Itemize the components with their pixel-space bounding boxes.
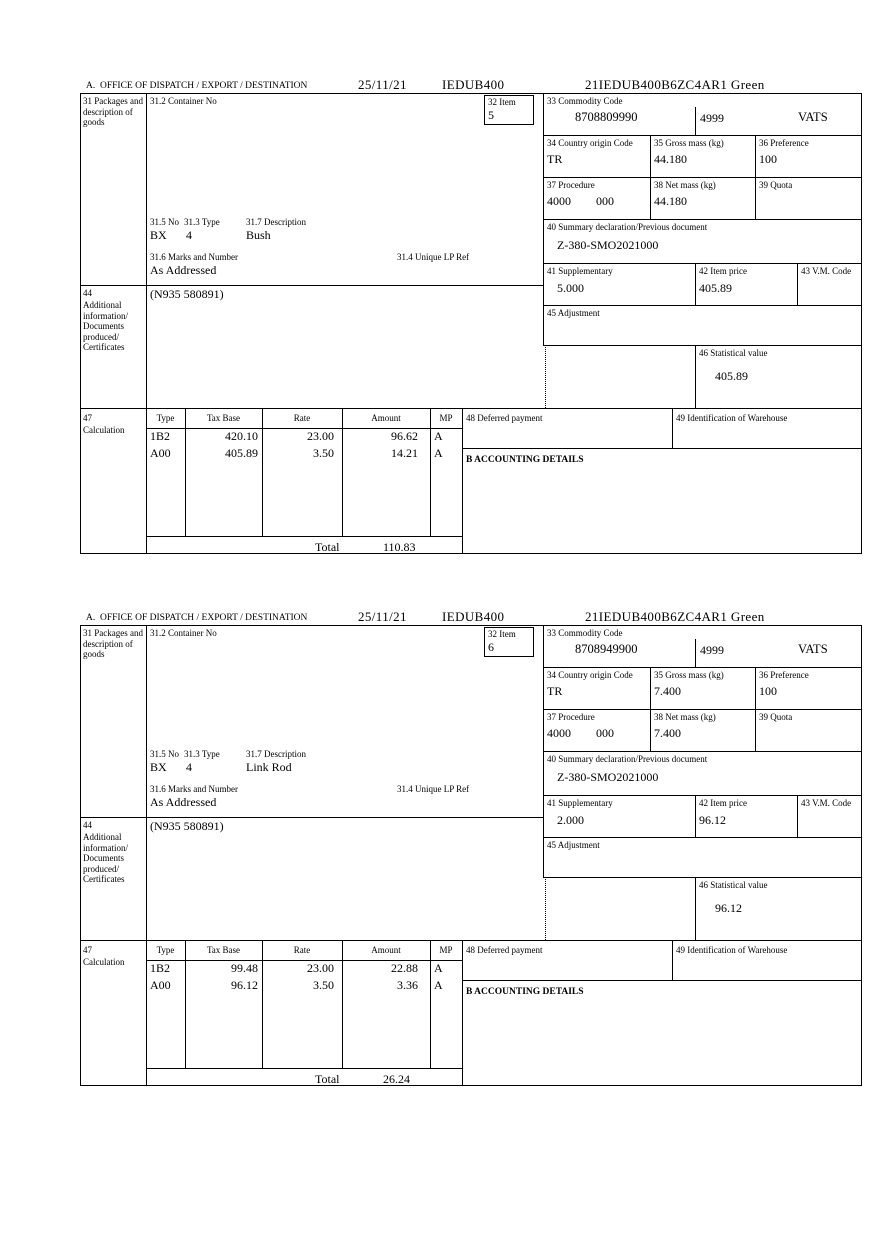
grid-line — [695, 877, 696, 940]
summary-declaration-label: 40 Summary declaration/Previous document — [547, 754, 708, 764]
total-label: Total — [315, 1072, 340, 1086]
gross-mass-label: 35 Gross mass (kg) — [654, 138, 724, 148]
commodity-code-label: 33 Commodity Code — [547, 628, 623, 638]
preference-label: 36 Preference — [759, 138, 809, 148]
grid-line — [543, 135, 862, 136]
office-of-dispatch-label: A. OFFICE OF DISPATCH / EXPORT / DESTINATION — [86, 81, 308, 91]
packages-no-value: BX — [150, 228, 167, 242]
total-value: 26.24 — [383, 1072, 410, 1086]
declaration-item-section-2 — [80, 608, 863, 1087]
packages-type-label: 31.3 Type — [184, 217, 220, 227]
form-outline — [80, 93, 862, 554]
box47-label: Calculation — [83, 957, 125, 967]
packages-no-label: 31.5 No — [150, 749, 179, 759]
procedure-value-1: 4000 — [547, 726, 571, 740]
deferred-payment-label: 48 Deferred payment — [466, 413, 543, 423]
calc-row-taxbase: 99.48 — [231, 961, 258, 975]
commodity-code3-value: VATS — [798, 110, 828, 124]
country-origin-label: 34 Country origin Code — [547, 138, 633, 148]
adjustment-label: 45 Adjustment — [547, 840, 600, 850]
quota-label: 39 Quota — [759, 712, 793, 722]
office-code: IEDUB400 — [442, 609, 505, 624]
packages-type-label: 31.3 Type — [184, 749, 220, 759]
summary-declaration-label: 40 Summary declaration/Previous document — [547, 222, 708, 232]
supplementary-value: 5.000 — [557, 281, 584, 295]
grid-line — [146, 1068, 462, 1069]
calc-row-amount: 96.62 — [391, 429, 418, 443]
packages-no-value: BX — [150, 760, 167, 774]
country-origin-value: TR — [547, 684, 563, 698]
calc-row-rate: 3.50 — [313, 446, 334, 460]
gross-mass-value: 7.400 — [654, 684, 681, 698]
statistical-value: 405.89 — [715, 369, 748, 383]
box44-number: 44 — [83, 288, 92, 298]
calc-header-amount: Amount — [371, 413, 401, 423]
summary-declaration-value: Z-380-SMO2021000 — [557, 238, 659, 252]
packages-type-value: 4 — [186, 228, 192, 242]
packages-description-value: Bush — [246, 228, 271, 242]
item-number-value: 5 — [488, 108, 494, 122]
total-label: Total — [315, 540, 340, 554]
box31-label: 31 Packages and description of goods — [83, 96, 143, 128]
office-of-dispatch-label: A. OFFICE OF DISPATCH / EXPORT / DESTINATION — [86, 613, 308, 623]
grid-line — [543, 345, 862, 346]
preference-label: 36 Preference — [759, 670, 809, 680]
grid-line — [80, 285, 543, 286]
summary-declaration-value: Z-380-SMO2021000 — [557, 770, 659, 784]
deferred-payment-label: 48 Deferred payment — [466, 945, 543, 955]
box47-number: 47 — [83, 945, 92, 955]
grid-line — [672, 408, 673, 448]
statistical-value-label: 46 Statistical value — [699, 880, 768, 890]
calc-header-mp: MP — [439, 945, 453, 955]
country-origin-value: TR — [547, 152, 563, 166]
declaration-date: 25/11/21 — [358, 609, 407, 624]
calc-row-type: 1B2 — [150, 961, 171, 975]
grid-line — [543, 305, 862, 306]
calc-header-type: Type — [156, 413, 175, 423]
warehouse-id-label: 49 Identification of Warehouse — [676, 413, 788, 423]
item-number-value: 6 — [488, 640, 494, 654]
grid-line — [695, 345, 696, 408]
supplementary-label: 41 Supplementary — [547, 798, 613, 808]
grid-line — [146, 536, 462, 537]
accounting-details-label: B ACCOUNTING DETAILS — [466, 455, 584, 465]
accounting-details-label: B ACCOUNTING DETAILS — [466, 987, 584, 997]
commodity-code-label: 33 Commodity Code — [547, 96, 623, 106]
grid-line — [462, 980, 862, 981]
calc-row-mp: A — [434, 429, 443, 443]
grid-line — [80, 940, 862, 941]
calc-row-rate: 3.50 — [313, 978, 334, 992]
statistical-value-label: 46 Statistical value — [699, 348, 768, 358]
commodity-code-value: 8708809990 — [575, 110, 638, 124]
calc-header-taxbase: Tax Base — [206, 413, 241, 423]
grid-line — [462, 448, 862, 449]
gross-mass-value: 44.180 — [654, 152, 687, 166]
calc-row-taxbase: 420.10 — [225, 429, 258, 443]
grid-line — [543, 877, 862, 878]
box44-label: Additional information/ Documents produced/ Certificates — [83, 300, 128, 353]
calc-header-amount: Amount — [371, 945, 401, 955]
calc-row-type: 1B2 — [150, 429, 171, 443]
grid-line — [543, 219, 862, 220]
calc-header-mp: MP — [439, 413, 453, 423]
item-price-label: 42 Item price — [699, 266, 747, 276]
grid-line — [695, 639, 696, 667]
procedure-value-2: 000 — [596, 726, 614, 740]
grid-line — [543, 795, 862, 796]
supplementary-label: 41 Supplementary — [547, 266, 613, 276]
marks-label: 31.6 Marks and Number — [150, 252, 238, 262]
form-outline — [80, 625, 862, 1086]
calc-row-taxbase: 96.12 — [231, 978, 258, 992]
grid-line — [695, 263, 696, 305]
net-mass-label: 38 Net mass (kg) — [654, 180, 716, 190]
grid-line — [543, 751, 862, 752]
grid-line — [80, 817, 543, 818]
warehouse-id-label: 49 Identification of Warehouse — [676, 945, 788, 955]
calc-header-taxbase: Tax Base — [206, 945, 241, 955]
marks-value: As Addressed — [150, 795, 217, 809]
net-mass-label: 38 Net mass (kg) — [654, 712, 716, 722]
container-no-label: 31.2 Container No — [150, 96, 217, 106]
commodity-code2-value: 4999 — [700, 111, 724, 125]
commodity-code-value: 8708949900 — [575, 642, 638, 656]
grid-line-dotted — [545, 877, 546, 940]
grid-line — [543, 837, 862, 838]
movement-reference: 21IEDUB400B6ZC4AR1 Green — [585, 77, 765, 92]
declaration-date: 25/11/21 — [358, 77, 407, 92]
grid-line — [543, 263, 862, 264]
marks-label: 31.6 Marks and Number — [150, 784, 238, 794]
box44-label: Additional information/ Documents produced/ Certificates — [83, 832, 128, 885]
calc-row-rate: 23.00 — [307, 961, 334, 975]
box31-label: 31 Packages and description of goods — [83, 628, 143, 660]
item-number-label: 32 Item — [488, 97, 516, 107]
grid-line — [146, 625, 147, 1086]
calc-row-type: A00 — [150, 446, 171, 460]
commodity-code3-value: VATS — [798, 642, 828, 656]
adjustment-label: 45 Adjustment — [547, 308, 600, 318]
grid-line — [146, 93, 147, 554]
packages-description-value: Link Rod — [246, 760, 292, 774]
box47-label: Calculation — [83, 425, 125, 435]
item-price-label: 42 Item price — [699, 798, 747, 808]
grid-line — [797, 795, 798, 837]
calc-row-taxbase: 405.89 — [225, 446, 258, 460]
grid-line — [543, 667, 862, 668]
grid-line — [695, 107, 696, 135]
grid-line — [80, 408, 862, 409]
packages-type-value: 4 — [186, 760, 192, 774]
statistical-value: 96.12 — [715, 901, 742, 915]
item-price-value: 96.12 — [699, 813, 726, 827]
vm-code-label: 43 V.M. Code — [801, 266, 852, 276]
preference-value: 100 — [759, 152, 777, 166]
calc-header-rate: Rate — [293, 945, 311, 955]
calc-row-mp: A — [434, 961, 443, 975]
grid-line — [695, 795, 696, 837]
procedure-value-2: 000 — [596, 194, 614, 208]
calc-row-amount: 22.88 — [391, 961, 418, 975]
calc-row-type: A00 — [150, 978, 171, 992]
calc-row-rate: 23.00 — [307, 429, 334, 443]
marks-value: As Addressed — [150, 263, 217, 277]
packages-description-label: 31.7 Description — [246, 749, 306, 759]
country-origin-label: 34 Country origin Code — [547, 670, 633, 680]
calc-row-amount: 3.36 — [397, 978, 418, 992]
packages-no-label: 31.5 No — [150, 217, 179, 227]
container-no-label: 31.2 Container No — [150, 628, 217, 638]
quota-label: 39 Quota — [759, 180, 793, 190]
total-value: 110.83 — [383, 540, 416, 554]
item-price-value: 405.89 — [699, 281, 732, 295]
item-number-label: 32 Item — [488, 629, 516, 639]
office-code: IEDUB400 — [442, 77, 505, 92]
calc-row-amount: 14.21 — [391, 446, 418, 460]
grid-line — [672, 940, 673, 980]
grid-line-dotted — [545, 345, 546, 408]
preference-value: 100 — [759, 684, 777, 698]
net-mass-value: 7.400 — [654, 726, 681, 740]
calc-row-mp: A — [434, 446, 443, 460]
unique-lp-ref-label: 31.4 Unique LP Ref — [397, 784, 470, 794]
movement-reference: 21IEDUB400B6ZC4AR1 Green — [585, 609, 765, 624]
grid-line — [543, 177, 862, 178]
calc-row-mp: A — [434, 978, 443, 992]
grid-line — [462, 940, 463, 1086]
procedure-value-1: 4000 — [547, 194, 571, 208]
supplementary-value: 2.000 — [557, 813, 584, 827]
declaration-item-section-1 — [80, 76, 863, 555]
calc-header-type: Type — [156, 945, 175, 955]
box47-number: 47 — [83, 413, 92, 423]
grid-line — [797, 263, 798, 305]
procedure-label: 37 Procedure — [547, 712, 595, 722]
grid-line — [543, 709, 862, 710]
commodity-code2-value: 4999 — [700, 643, 724, 657]
gross-mass-label: 35 Gross mass (kg) — [654, 670, 724, 680]
procedure-label: 37 Procedure — [547, 180, 595, 190]
vm-code-label: 43 V.M. Code — [801, 798, 852, 808]
box44-number: 44 — [83, 820, 92, 830]
unique-lp-ref-label: 31.4 Unique LP Ref — [397, 252, 470, 262]
additional-info-value: (N935 580891) — [150, 287, 224, 301]
grid-line — [462, 408, 463, 554]
additional-info-value: (N935 580891) — [150, 819, 224, 833]
calc-header-rate: Rate — [293, 413, 311, 423]
packages-description-label: 31.7 Description — [246, 217, 306, 227]
net-mass-value: 44.180 — [654, 194, 687, 208]
